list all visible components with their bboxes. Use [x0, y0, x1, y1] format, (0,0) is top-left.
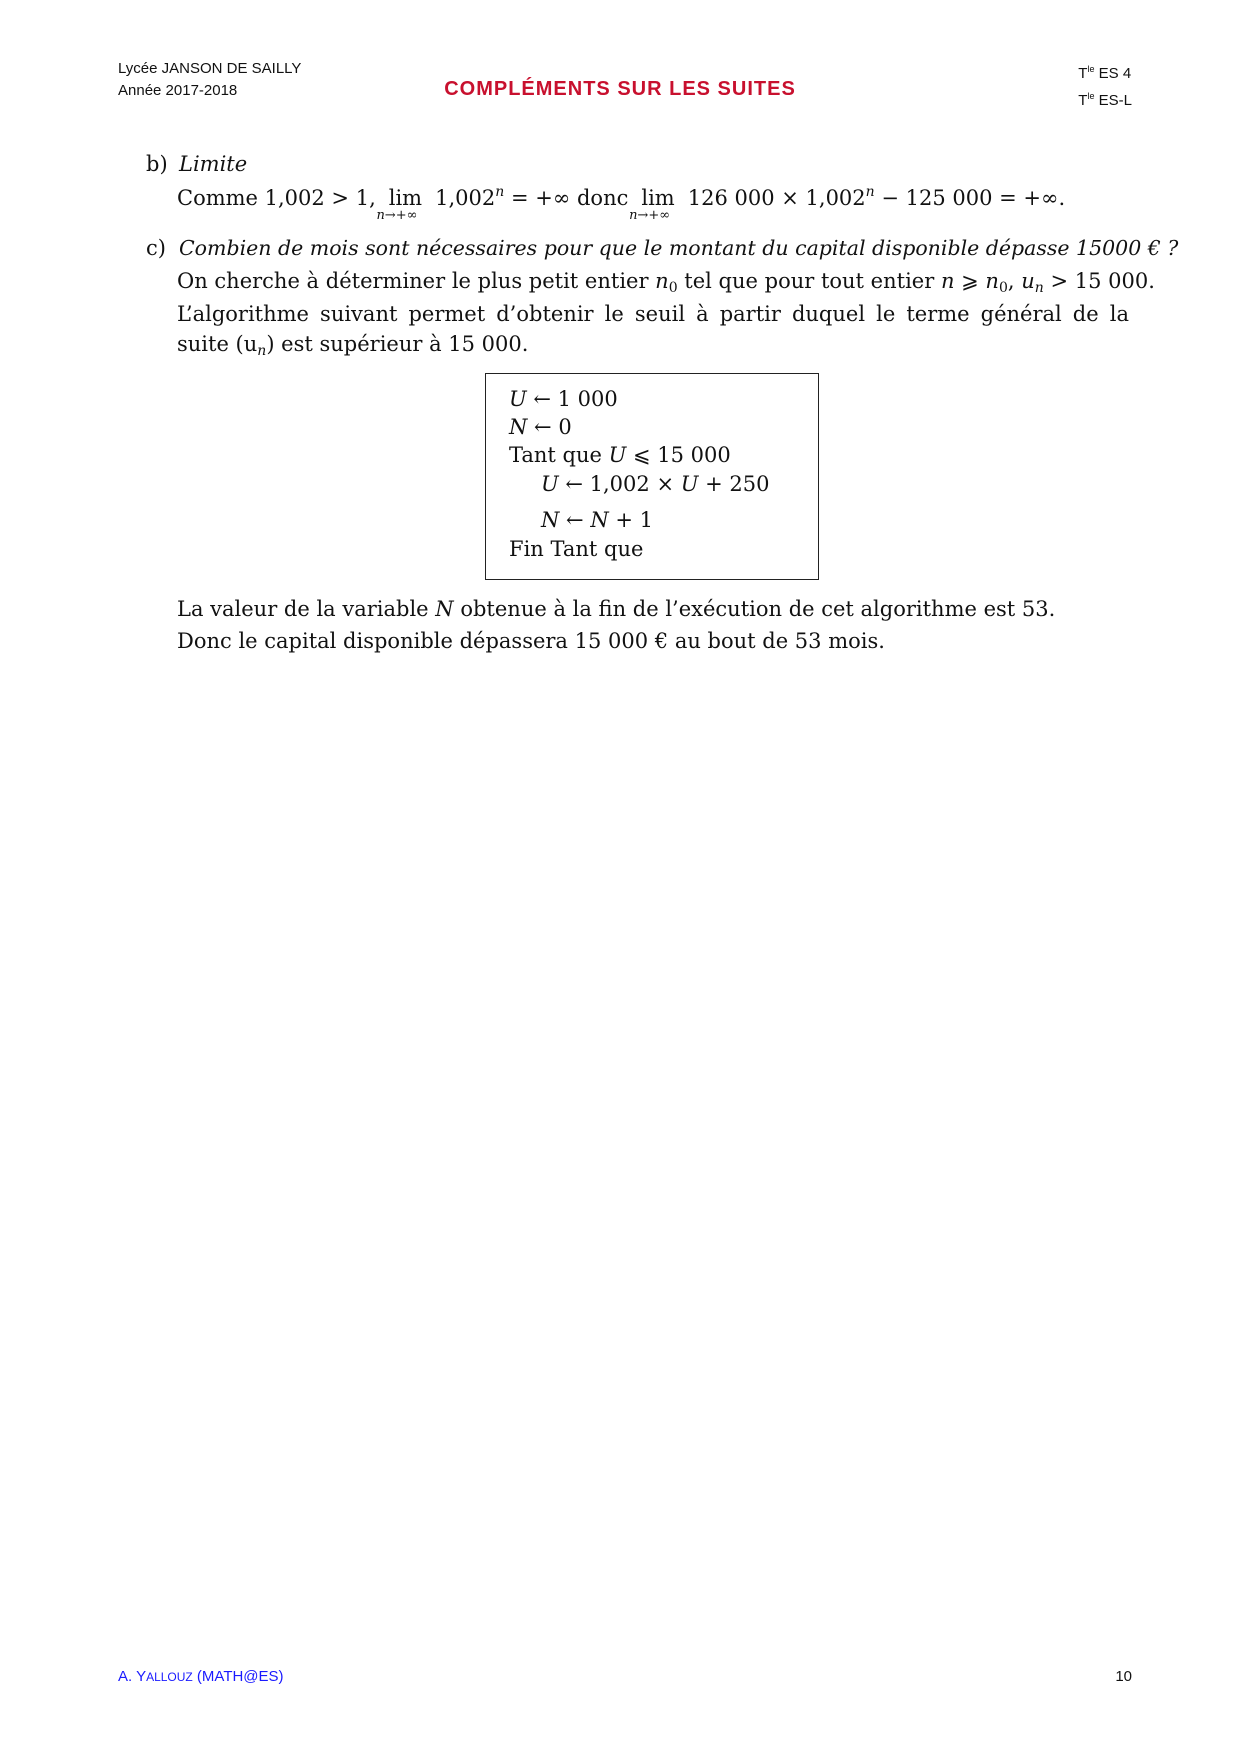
- algo-line-6: Fin Tant que: [509, 537, 644, 561]
- algorithm-box: [485, 373, 819, 580]
- school-name: Lycée JANSON DE SAILLY: [118, 60, 302, 77]
- class-label-2: $T^{le}$ ES-L: [1078, 91, 1132, 109]
- page-title: COMPLÉMENTS SUR LES SUITES: [444, 78, 796, 100]
- algo-line-3: Tant que U ⩽ 15 000: [509, 443, 731, 467]
- section-c-line1: On cherche à déterminer le plus petit entier $n_0$ tel que pour tout entier n ⩾ $n_0$, $u_n > 15$ 000.: [177, 269, 1155, 296]
- page-number: 10: [1115, 1668, 1132, 1685]
- section-c-paragraph: L’algorithme suivant permet d’obtenir le seuil à partir duquel le terme général de la suite $(u_n)$ est supérieur à 15 000.: [177, 302, 1129, 359]
- section-b-limit-line: Comme 1,002 > 1, lim n→+∞ $1,002^n$ = +∞ donc lim n→+∞ 126 $000 \times 1,002^n - 125$ 000 = +∞.: [177, 184, 1066, 223]
- section-c-label: c): [146, 236, 166, 260]
- algo-line-5: N ← N + 1: [541, 508, 654, 532]
- algo-line-4: U ← 1,002 × U + 250: [541, 472, 770, 496]
- section-c-question: Combien de mois sont nécessaires pour que le montant du capital disponible dépasse 15000 € ?: [179, 236, 1179, 260]
- class-label-1: $T^{le}$ ES 4: [1078, 64, 1132, 82]
- section-b-heading: Limite: [179, 152, 248, 176]
- algo-line-2: N ← 0: [509, 415, 572, 439]
- header-right: [1078, 58, 1132, 112]
- algo-line-1: U ← 1 000: [509, 387, 618, 411]
- conclusion-line-1: La valeur de la variable N obtenue à la fin de l’exécution de cet algorithme est 53.: [177, 597, 1056, 621]
- limit-operator-2: lim n→+∞: [629, 186, 675, 223]
- school-year: Année 2017-2018: [118, 82, 238, 99]
- conclusion-line-2: Donc le capital disponible dépassera 15 000 € au bout de 53 mois.: [177, 629, 885, 653]
- section-b-label: b): [146, 152, 168, 176]
- limit-operator-1: lim n→+∞: [376, 186, 423, 223]
- footer-author: A. YALLOUZ (MATH@ES): [118, 1668, 284, 1685]
